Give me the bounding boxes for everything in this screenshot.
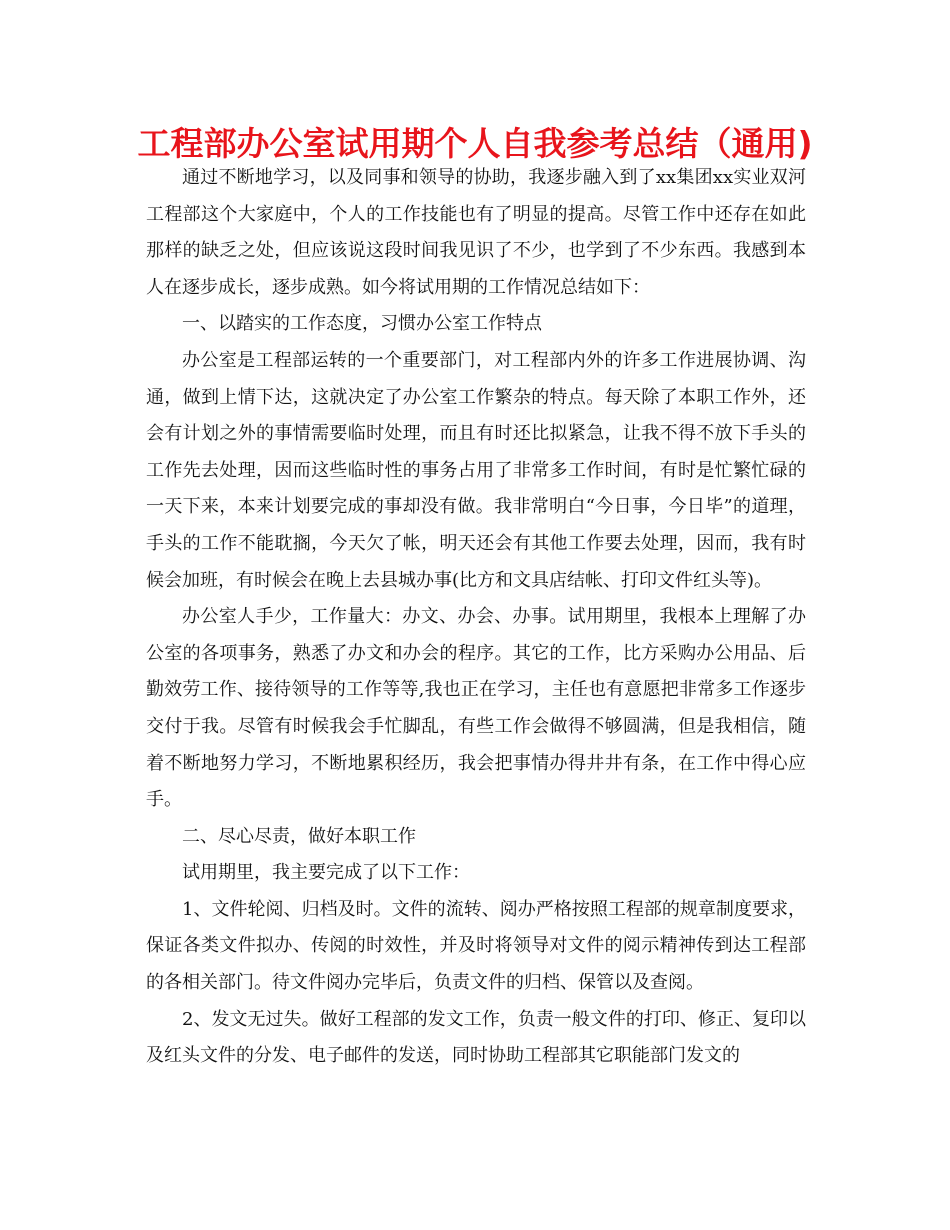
- section-heading-2: 二、尽心尽责，做好本职工作: [182, 825, 416, 847]
- document-title: 工程部办公室试用期个人自我参考总结（通用): [137, 124, 813, 163]
- paragraph-item-2: 2、发文无过失。做好工程部的发文工作，负责一般文件的打印、修正、复印以及红头文件的分发、电子邮件的发送，同时协助工程部其它职能部门发文的: [146, 1008, 806, 1067]
- paragraph-intro: 通过不断地学习，以及同事和领导的协助，我逐步融入到了xx集团xx实业双河工程部这个大家庭中，个人的工作技能也有了明显的提高。尽管工作中还存在如此那样的缺乏之处，但应该说这段时间我见识了不少，也学到了不少东西。我感到本人在逐步成长，逐步成熟。如今将试用期的工作情况总结如下：: [146, 167, 806, 298]
- section-heading-1: 一、以踏实的工作态度，习惯办公室工作特点: [182, 313, 542, 335]
- paragraph-work-intro: 试用期里，我主要完成了以下工作：: [182, 862, 470, 884]
- paragraph-office-features: 办公室是工程部运转的一个重要部门，对工程部内外的许多工作进展协调、沟通，做到上情下达，这就决定了办公室工作繁杂的特点。每天除了本职工作外，还会有计划之外的事情需要临时处理，而且有时还比拟紧急，让我不得不放下手头的工作先去处理，因而这些临时性的事务占用了非常多工作时间，有时是忙繁忙碌的一天下来，本来计划要完成的事却没有做。我非常明白“今日事，今日毕”的道理，手头的工作不能耽搁，今天欠了帐，明天还会有其他工作要去处理，因而，我有时候会加班，有时候会在晚上去县城办事(比方和文具店结帐、打印文件红头等)。: [146, 349, 806, 591]
- document-body: [146, 160, 806, 1075]
- paragraph-office-workload: 办公室人手少，工作量大：办文、办会、办事。试用期里，我根本上理解了办公室的各项事务，熟悉了办文和办会的程序。其它的工作，比方采购办公用品、后勤效劳工作、接待领导的工作等等,我也正在学习，主任也有意愿把非常多工作逐步交付于我。尽管有时候我会手忙脚乱，有些工作会做得不够圆满，但是我相信，随着不断地努力学习，不断地累积经历，我会把事情办得井井有条，在工作中得心应手。: [146, 606, 806, 811]
- paragraph-item-1: 1、文件轮阅、归档及时。文件的流转、阅办严格按照工程部的规章制度要求，保证各类文件拟办、传阅的时效性，并及时将领导对文件的阅示精神传到达工程部的各相关部门。待文件阅办完毕后，负责文件的归档、保管以及查阅。: [146, 898, 806, 994]
